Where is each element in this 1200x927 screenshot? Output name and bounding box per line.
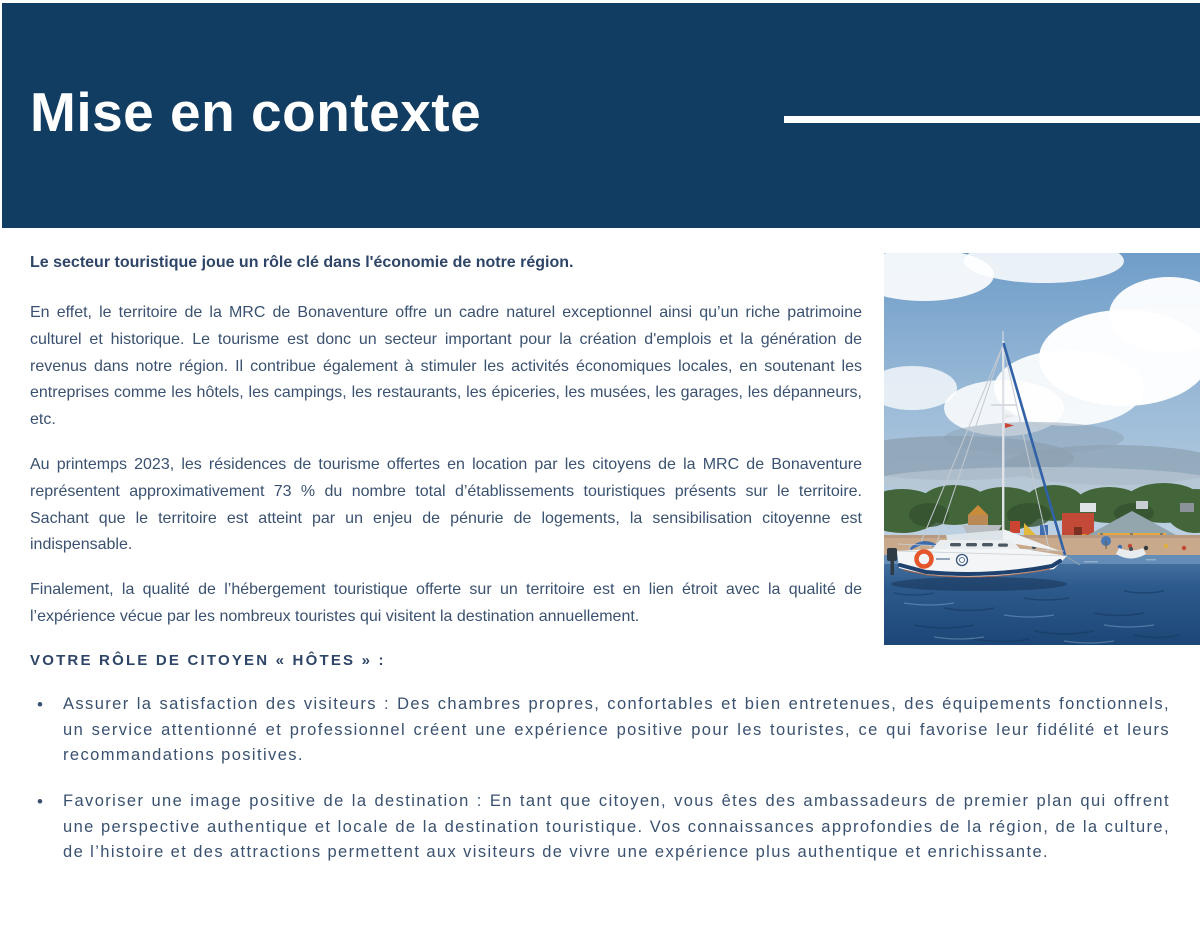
paragraph-3: Finalement, la qualité de l’hébergement touristique offerte sur un territoire est en lien étroit avec la qualité de l’expérience vécue par les nombreux touristes qui visitent la destination annuellement. xyxy=(30,581,862,625)
sailboat-beach-illustration xyxy=(884,253,1200,645)
header-accent-line xyxy=(784,116,1200,123)
bullet-item-1 xyxy=(30,692,1170,769)
bullet-item-2 xyxy=(30,789,1170,866)
bullet-marker: • xyxy=(37,695,43,714)
bullet-marker: • xyxy=(37,792,43,811)
sailboat-beach-photo xyxy=(884,253,1200,645)
boat-shadow xyxy=(891,577,1067,591)
paragraph-2: Au printemps 2023, les résidences de tourisme offertes en location par les citoyens de la MRC de Bonaventure représentent approximativement 73 % du nombre total d’établissements touristiques présents sur le territoire. Sachant que le territoire est atteint par un enjeu de pénurie de logements, la sensibilisation citoyenne est indispensable. xyxy=(30,456,862,554)
bullet-text-2: Favoriser une image positive de la destination : En tant que citoyen, vous êtes des ambassadeurs de premier plan qui offrent une perspective authentique et locale de la destination touristique. Vos connaissances approfondies de la région, de la culture, de l’histoire et des attractions permettent aux visiteurs de vivre une expérience plus authentique et enrichissante. xyxy=(63,792,1170,862)
section-heading: VOTRE RÔLE DE CITOYEN « HÔTES » : xyxy=(30,652,386,669)
page-title: Mise en contexte xyxy=(30,81,482,143)
bullet-text-1: Assurer la satisfaction des visiteurs : Des chambres propres, confortables et bien entretenues, des équipements fonctionnels, un service attentionné et professionnel créent une expérience positive pour les touristes, ce qui favorise leur fidélité et leurs recommandations positives. xyxy=(63,695,1170,765)
intro-statement: Le secteur touristique joue un rôle clé dans l'économie de notre région. xyxy=(30,254,574,271)
paragraph-1: En effet, le territoire de la MRC de Bonaventure offre un cadre naturel exceptionnel ainsi qu’un riche patrimoine culturel et historique. Le tourisme est donc un secteur important pour la création d'emplois et la génération de revenus dans notre région. Il contribue également à stimuler les activités économiques locales, en soutenant les entreprises comme les hôtels, les campings, les restaurants, les épiceries, les musées, les garages, les dépanneurs, etc. xyxy=(30,304,862,429)
header-band xyxy=(2,3,1200,228)
